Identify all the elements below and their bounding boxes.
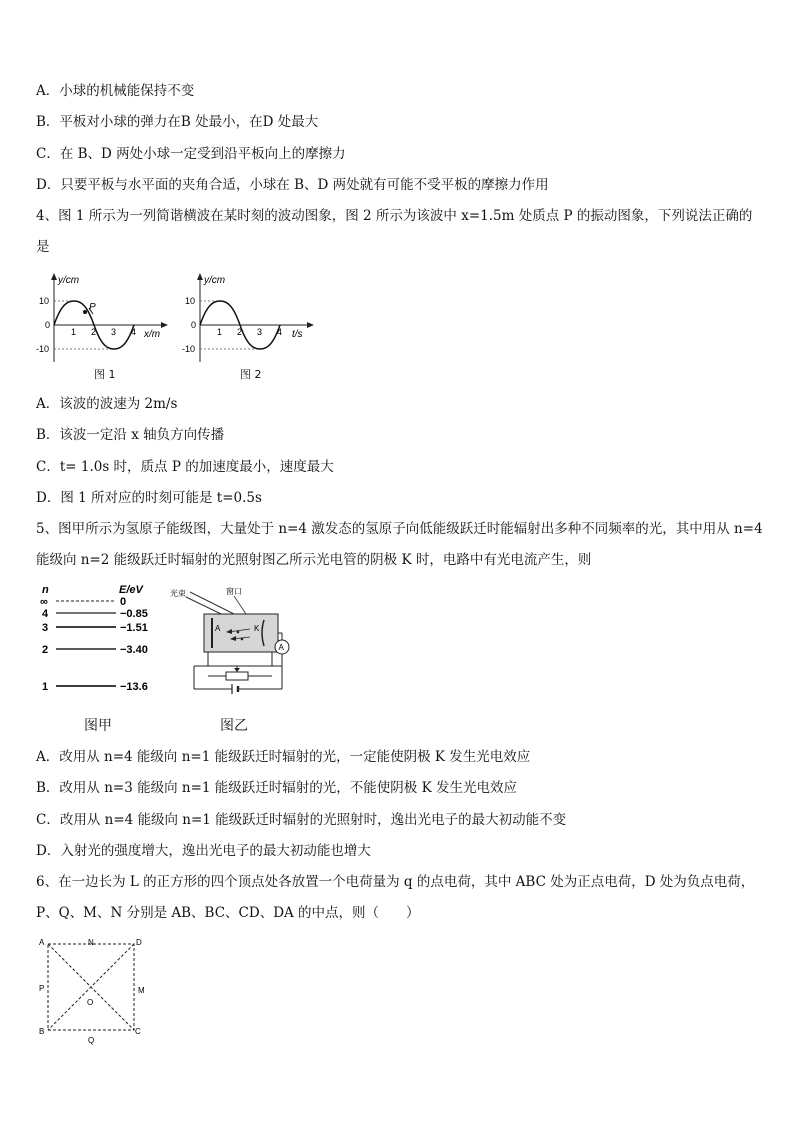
q3-option-b: B．平板对小球的弹力在B 处最小，在D 处最大 xyxy=(36,114,319,130)
q4-fig1-xtick-1: 1 xyxy=(71,327,77,337)
q6-square-charge-diagram xyxy=(36,934,156,1049)
q4-option-b: B．该波一定沿 x 轴负方向传播 xyxy=(36,427,225,443)
q4-fig1-ylabel: y/cm xyxy=(58,275,80,286)
q5-level-inf-e: 0 xyxy=(120,596,127,608)
q3-option-c: C．在 B、D 两处小球一定受到沿平板向上的摩擦力 xyxy=(36,146,346,162)
q6-midpoint-n: N xyxy=(88,938,94,947)
q4-option-a: A．该波的波速为 2m/s xyxy=(36,396,178,412)
q5-cathode-label: K xyxy=(254,624,260,633)
q4-fig1-ytick-0: 0 xyxy=(45,320,51,330)
q5-level-3-n: 3 xyxy=(42,622,49,634)
q5-level-inf-n: ∞ xyxy=(40,596,48,608)
q4-fig1-xtick-4: 4 xyxy=(131,327,137,337)
q4-fig1-ytick-10: 10 xyxy=(39,296,50,306)
q4-fig2-xtick-2: 2 xyxy=(237,327,243,337)
q4-fig2-ytick-neg10: -10 xyxy=(182,344,196,354)
q6-midpoint-q: Q xyxy=(88,1036,95,1045)
q5-beam-label: 光束 xyxy=(170,589,186,598)
q5-option-d: D．入射光的强度增大，逸出光电子的最大初动能也增大 xyxy=(36,843,371,859)
q3-option-d: D．只要平板与水平面的夹角合适，小球在 B、D 两处就有可能不受平板的摩擦力作用 xyxy=(36,177,549,193)
q4-fig2-xlabel: t/s xyxy=(292,329,303,340)
q5-level-2-e: −3.40 xyxy=(120,644,148,656)
q6-center-o: O xyxy=(87,998,94,1007)
q6-vertex-a: A xyxy=(39,938,45,947)
q5-ammeter-label: A xyxy=(278,643,284,652)
q5-level-3-e: −1.51 xyxy=(120,622,148,634)
q4-fig1-caption: 图 1 xyxy=(94,368,116,381)
q4-fig2-xtick-3: 3 xyxy=(257,327,263,337)
q6-vertex-b: B xyxy=(39,1027,45,1036)
q4-fig2-xtick-4: 4 xyxy=(277,327,283,337)
q5-stem-line2: 能级向 n=2 能级跃迁时辐射的光照射图乙所示光电管的阴极 K 时，电路中有光电流产生，则 xyxy=(36,552,592,568)
q5-level-2-n: 2 xyxy=(42,644,49,656)
q6-vertex-d: D xyxy=(136,938,142,947)
q4-fig1-ytick-neg10: -10 xyxy=(36,344,50,354)
q5-stem-line1: 5、图甲所示为氢原子能级图，大量处于 n=4 激发态的氢原子向低能级跃迁时能辐射出多种不同频率的光，其中用从 n=4 xyxy=(36,521,763,537)
q4-fig2-ytick-10: 10 xyxy=(185,296,196,306)
q4-fig2-xtick-1: 1 xyxy=(217,327,223,337)
q6-stem-line2: P、Q、M、N 分别是 AB、BC、CD、DA 的中点，则（ ） xyxy=(36,905,420,921)
q5-option-b: B．改用从 n=3 能级向 n=1 能级跃迁时辐射的光，不能使阴极 K 发生光电效应 xyxy=(36,780,517,796)
q4-fig2-ylabel: y/cm xyxy=(204,275,226,286)
q5-levels-e-header: E/eV xyxy=(119,584,143,596)
q5-caption-figure-b: 图乙 xyxy=(220,718,248,734)
q4-option-d: D．图 1 所对应的时刻可能是 t=0.5s xyxy=(36,490,262,506)
q5-option-a: A．改用从 n=4 能级向 n=1 能级跃迁时辐射的光，一定能使阴极 K 发生光电效应 xyxy=(36,749,531,765)
q4-fig1-xtick-3: 3 xyxy=(111,327,117,337)
q4-stem-line2: 是 xyxy=(36,239,50,255)
q6-midpoint-p: P xyxy=(39,984,45,993)
q6-midpoint-m: M xyxy=(138,986,145,995)
q4-fig2-caption: 图 2 xyxy=(240,368,262,381)
q4-fig1-xlabel: x/m xyxy=(144,329,161,340)
q4-fig1-point-p: P xyxy=(89,302,96,313)
q4-option-c: C．t= 1.0s 时，质点 P 的加速度最小，速度最大 xyxy=(36,459,334,475)
q5-option-c: C．改用从 n=4 能级向 n=1 能级跃迁时辐射的光照射时，逸出光电子的最大初动能不变 xyxy=(36,812,567,828)
q5-levels-n-header: n xyxy=(42,584,49,596)
q5-level-4-e: −0.85 xyxy=(120,608,148,620)
q3-option-a: A．小球的机械能保持不变 xyxy=(36,83,195,99)
q5-level-1-n: 1 xyxy=(42,681,49,693)
q5-window-label: 窗口 xyxy=(226,587,242,596)
q5-anode-label: A xyxy=(215,624,221,633)
q5-energy-level-diagram xyxy=(36,580,168,695)
q5-caption-figure-a: 图甲 xyxy=(84,718,112,734)
q4-fig2-ytick-0: 0 xyxy=(191,320,197,330)
q4-fig1-xtick-2: 2 xyxy=(91,327,97,337)
q5-level-1-e: −13.6 xyxy=(120,681,148,693)
q6-stem-line1: 6、在一边长为 L 的正方形的四个顶点处各放置一个电荷量为 q 的点电荷，其中 ABC 处为正点电荷，D 处为负点电荷， xyxy=(36,874,755,890)
q4-stem-line1: 4、图 1 所示为一列简谐横波在某时刻的波动图象，图 2 所示为该波中 x=1.5m 处质点 P 的振动图象，下列说法正确的 xyxy=(36,208,753,224)
q5-level-4-n: 4 xyxy=(42,608,49,620)
q6-vertex-c: C xyxy=(135,1027,141,1036)
q5-photoelectric-tube-circuit xyxy=(168,584,296,699)
